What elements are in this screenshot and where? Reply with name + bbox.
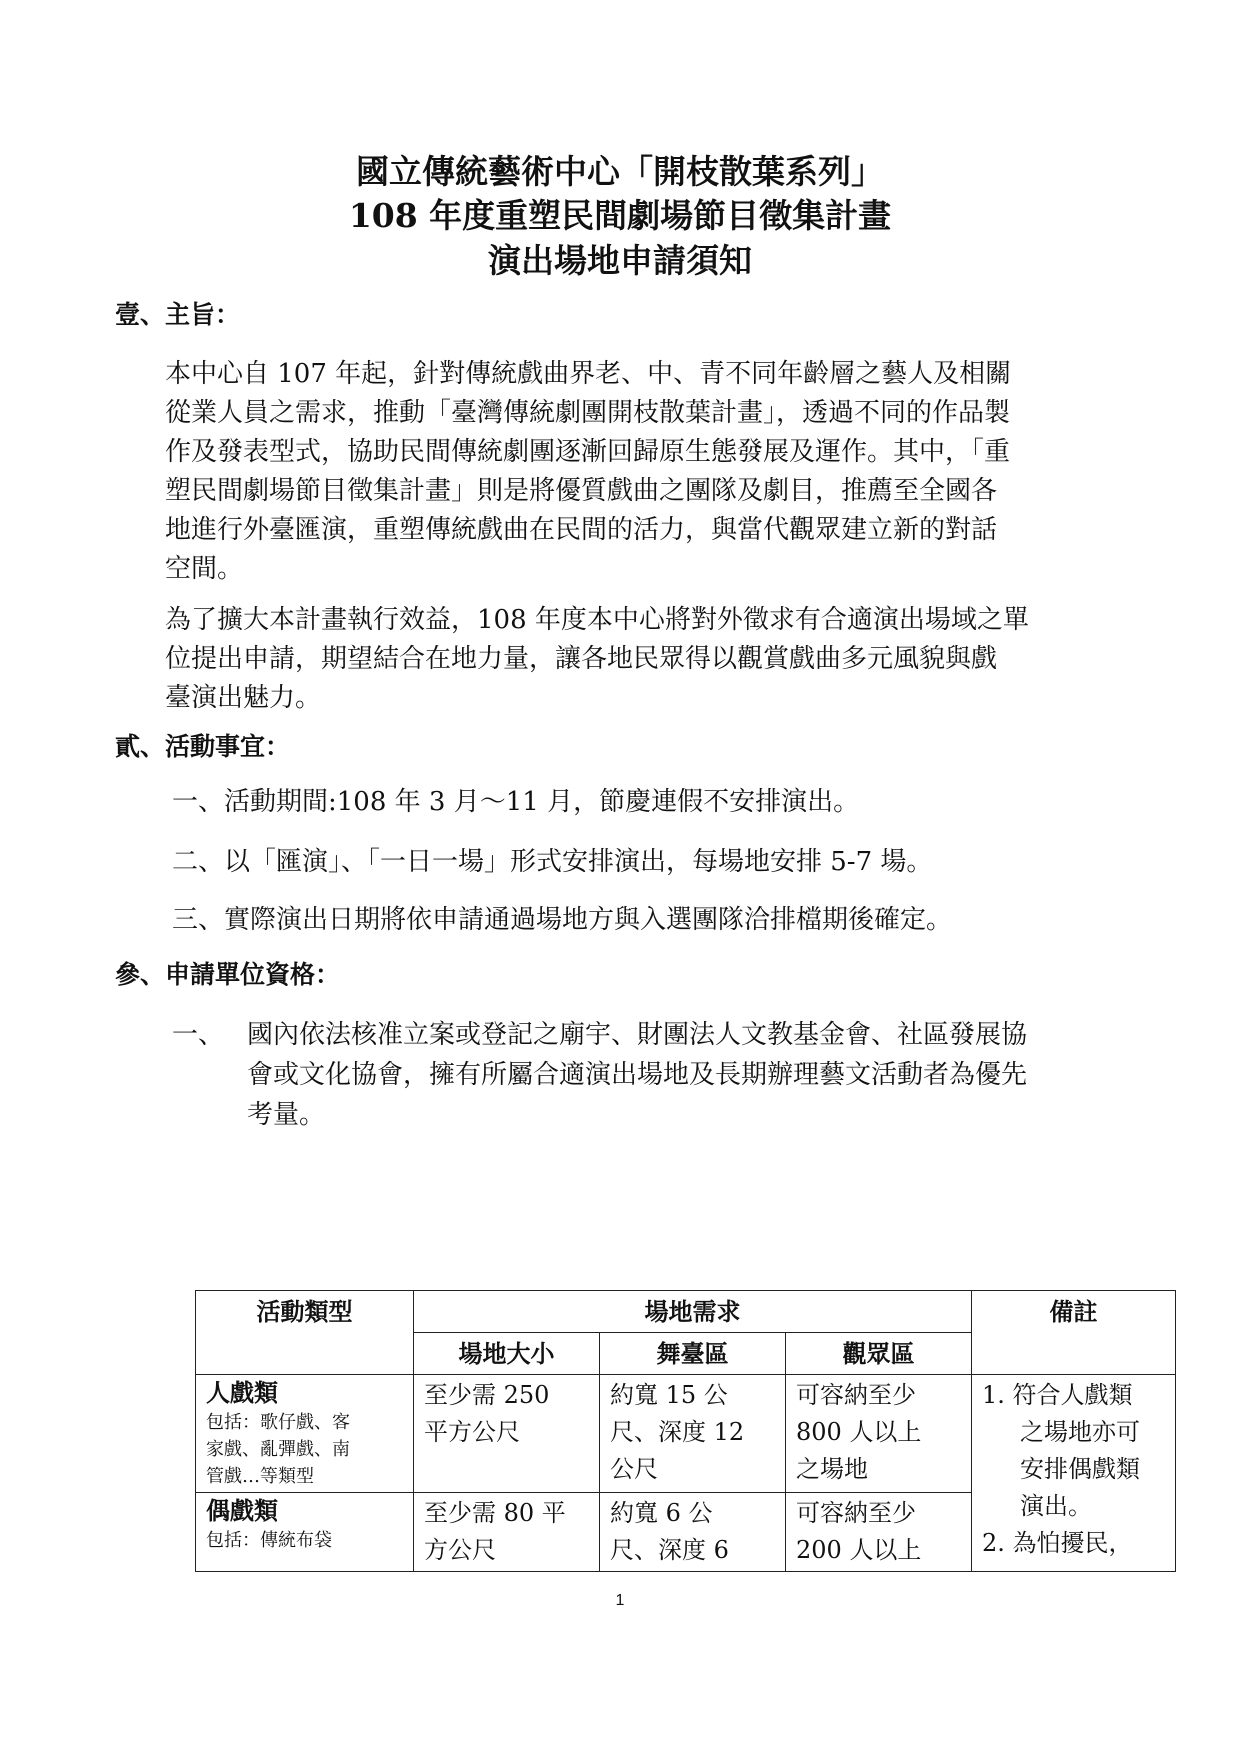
cell-audience-area [786, 1493, 972, 1572]
header-audience-area: 觀眾區 [786, 1333, 972, 1375]
header-stage-area: 舞臺區 [600, 1333, 786, 1375]
note-line: 1. 符合人戲類 [982, 1381, 1133, 1409]
header-venue-requirements: 場地需求 [414, 1291, 972, 1333]
cell-line: 尺、深度 12 [610, 1418, 745, 1446]
paragraph-line: 國內依法核准立案或登記之廟宇、財團法人文教基金會、社區發展協 [247, 1020, 1028, 1050]
section-heading-activity: 貳、活動事宜： [115, 732, 291, 761]
cell-activity-type [196, 1375, 414, 1493]
cell-line: 公尺 [610, 1455, 658, 1483]
list-item: 一、活動期間:108 年 3 月～11 月，節慶連假不安排演出。 [172, 787, 860, 817]
table-row [196, 1375, 1176, 1493]
note-line: 安排偶戲類 [1020, 1455, 1140, 1483]
cell-line: 尺、深度 6 [610, 1536, 729, 1564]
paragraph-line: 空間。 [165, 554, 244, 584]
list-item: 三、實際演出日期將依申請通過場地方與入選團隊洽排檔期後確定。 [172, 905, 953, 935]
cell-line: 200 人以上 [796, 1536, 922, 1564]
paragraph-line: 位提出申請，期望結合在地力量，讓各地民眾得以觀賞戲曲多元風貌與戲 [165, 644, 998, 674]
section-heading-eligibility: 參、申請單位資格： [115, 960, 341, 989]
category-desc-line: 包括：歌仔戲、客 [206, 1412, 350, 1433]
cell-line: 可容納至少 [796, 1499, 916, 1527]
venue-requirements-table [195, 1290, 1176, 1572]
category-desc-line: 包括：傳統布袋 [206, 1530, 332, 1551]
cell-venue-size [414, 1375, 600, 1493]
cell-venue-size [414, 1493, 600, 1572]
category-desc-line: 家戲、亂彈戲、南 [206, 1439, 350, 1460]
cell-stage-area [600, 1493, 786, 1572]
category-name: 人戲類 [206, 1378, 278, 1407]
cell-line: 至少需 250 [424, 1381, 550, 1409]
cell-line: 約寬 15 公 [610, 1381, 728, 1409]
cell-line: 可容納至少 [796, 1381, 916, 1409]
document-title-line-2: 108 年度重塑民間劇場節目徵集計畫 [348, 196, 892, 235]
cell-line: 至少需 80 平 [424, 1499, 566, 1527]
category-name: 偶戲類 [206, 1496, 278, 1525]
section-heading-purpose: 壹、主旨： [115, 300, 241, 329]
list-number: 一、 [172, 1020, 225, 1050]
paragraph-line: 從業人員之需求，推動「臺灣傳統劇團開枝散葉計畫」，透過不同的作品製 [165, 398, 1011, 428]
category-desc-line: 管戲…等類型 [206, 1466, 314, 1487]
page-number: 1 [615, 1592, 625, 1609]
cell-audience-area [786, 1375, 972, 1493]
document-title-line-1: 國立傳統藝術中心「開枝散葉系列」 [356, 152, 884, 191]
header-activity-type: 活動類型 [196, 1291, 414, 1375]
list-item: 二、以「匯演」、「一日一場」形式安排演出，每場地安排 5-7 場。 [172, 847, 933, 877]
paragraph-line: 本中心自 107 年起，針對傳統戲曲界老、中、青不同年齡層之藝人及相關 [165, 359, 1012, 389]
paragraph [165, 601, 1115, 718]
header-venue-size: 場地大小 [414, 1333, 600, 1375]
note-line: 2. 為怕擾民， [982, 1529, 1133, 1557]
paragraph-line: 塑民間劇場節目徵集計畫」則是將優質戲曲之團隊及劇目，推薦至全國各 [165, 476, 998, 506]
cell-line: 平方公尺 [424, 1418, 520, 1446]
paragraph-line: 會或文化協會，擁有所屬合適演出場地及長期辦理藝文活動者為優先 [247, 1060, 1028, 1090]
cell-stage-area [600, 1375, 786, 1493]
paragraph [165, 355, 1115, 589]
cell-line: 約寬 6 公 [610, 1499, 713, 1527]
table-header-row [196, 1291, 1176, 1333]
cell-line: 方公尺 [424, 1536, 496, 1564]
paragraph-line: 地進行外臺匯演，重塑傳統戲曲在民間的活力，與當代觀眾建立新的對話 [165, 515, 998, 545]
note-line: 之場地亦可 [1020, 1418, 1140, 1446]
cell-line: 之場地 [796, 1455, 868, 1483]
cell-line: 800 人以上 [796, 1418, 922, 1446]
paragraph-line: 為了擴大本計畫執行效益，108 年度本中心將對外徵求有合適演出場域之單 [165, 605, 1029, 635]
note-line: 演出。 [1020, 1492, 1092, 1520]
paragraph-line: 考量。 [247, 1100, 326, 1130]
paragraph-line: 作及發表型式，協助民間傳統劇團逐漸回歸原生態發展及運作。其中，「重 [165, 437, 1011, 467]
paragraph-line: 臺演出魅力。 [165, 683, 322, 713]
document-title-line-3: 演出場地申請須知 [488, 241, 752, 280]
cell-note [972, 1375, 1176, 1572]
header-note: 備註 [972, 1291, 1176, 1375]
cell-activity-type [196, 1493, 414, 1572]
